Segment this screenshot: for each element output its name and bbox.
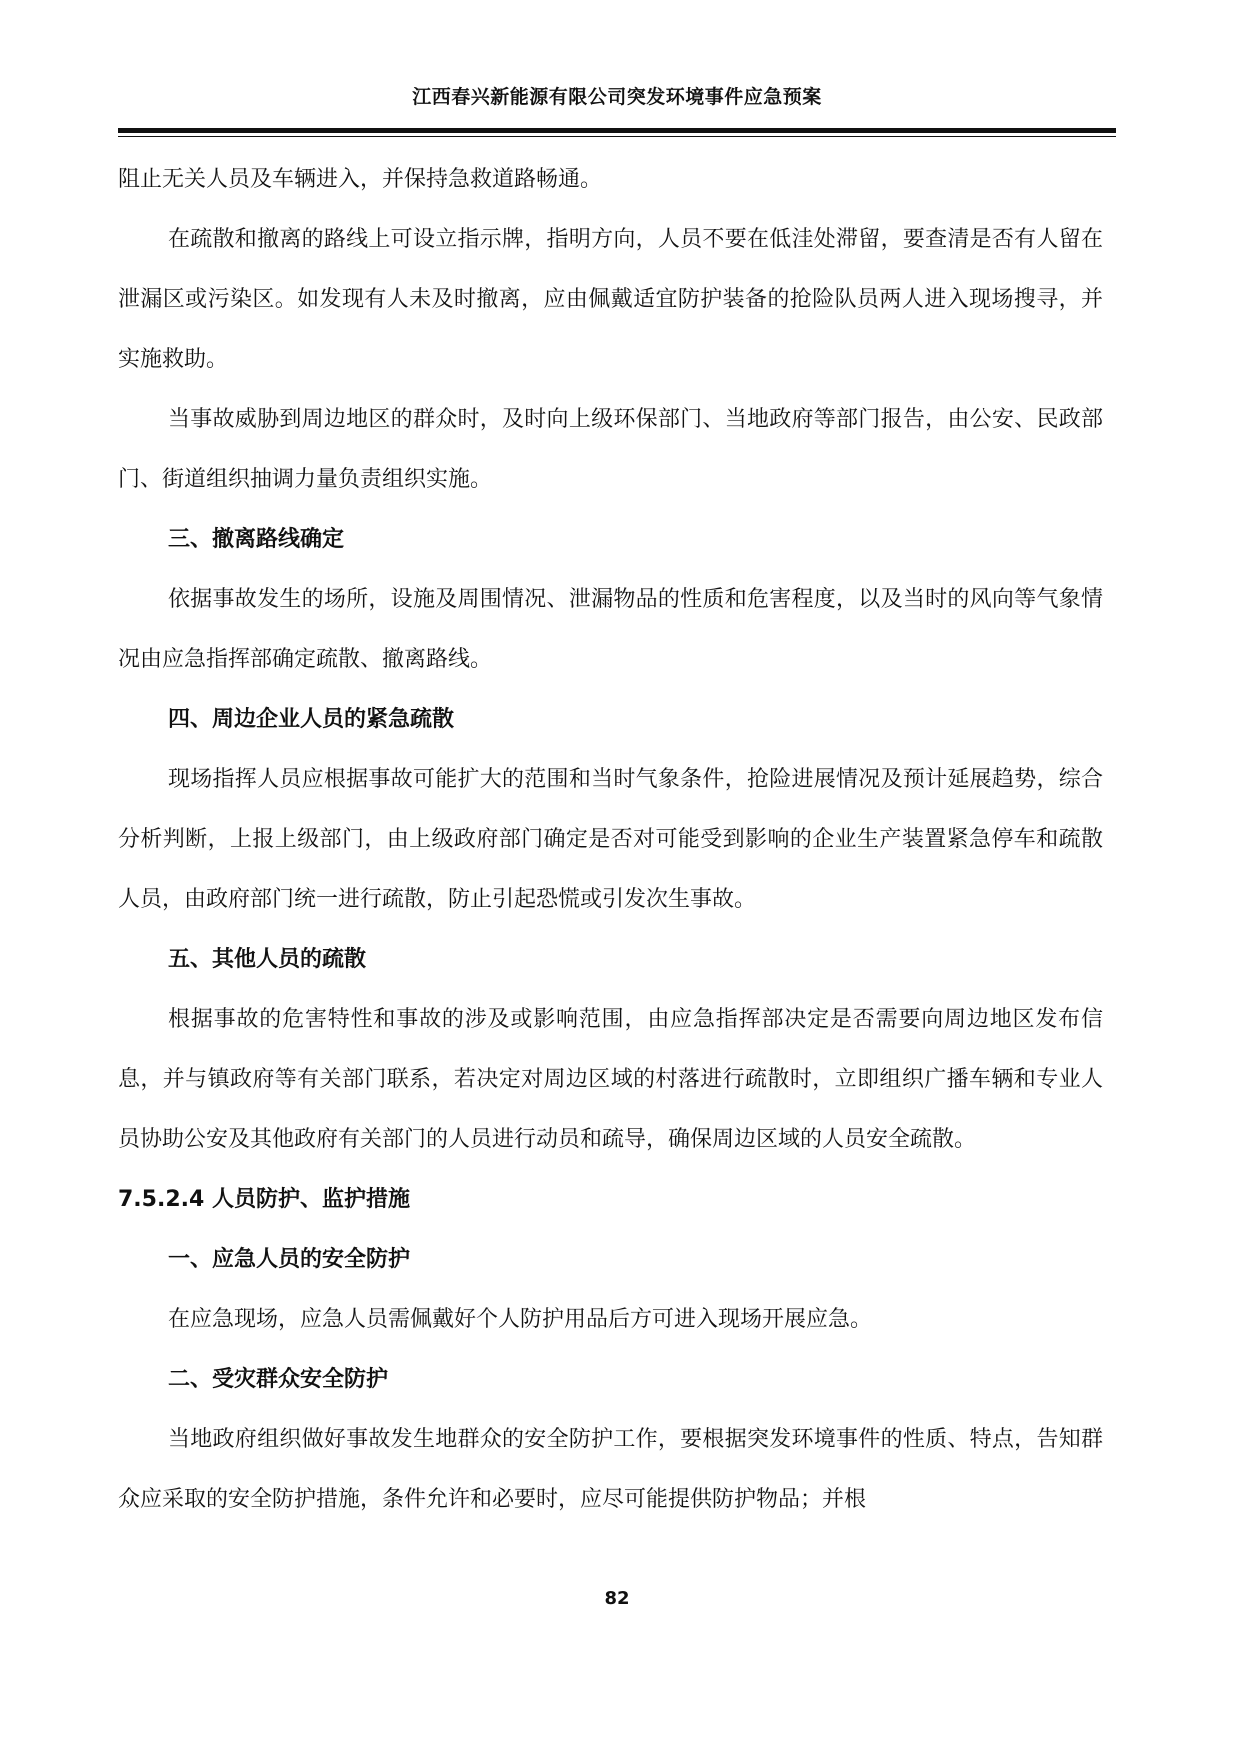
page-number: 82 (604, 1588, 630, 1609)
section-heading: 一、应急人员的安全防护 (168, 1247, 411, 1272)
section-heading: 三、撤离路线确定 (168, 527, 345, 552)
header-rule-thick (118, 128, 1116, 133)
section-heading: 五、其他人员的疏散 (168, 947, 367, 972)
section-heading: 四、周边企业人员的紧急疏散 (168, 707, 455, 732)
section-heading: 二、受灾群众安全防护 (168, 1367, 389, 1392)
paragraph: 在疏散和撤离的路线上可设立指示牌，指明方向，人员不要在低洼处滞留，要查清是否有人留在泄漏区或污染区。如发现有人未及时撤离，应由佩戴适宜防护装备的抢险队员两人进入现场搜寻，并实施救助。 (118, 227, 1103, 372)
header-rule-thin (118, 136, 1116, 137)
paragraph: 当地政府组织做好事故发生地群众的安全防护工作，要根据突发环境事件的性质、特点，告知群众应采取的安全防护措施，条件允许和必要时，应尽可能提供防护物品；并根 (118, 1427, 1103, 1512)
paragraph: 现场指挥人员应根据事故可能扩大的范围和当时气象条件，抢险进展情况及预计延展趋势，综合分析判断，上报上级部门，由上级政府部门确定是否对可能受到影响的企业生产装置紧急停车和疏散人员，由政府部门统一进行疏散，防止引起恐慌或引发次生事故。 (118, 767, 1103, 912)
paragraph: 依据事故发生的场所，设施及周围情况、泄漏物品的性质和危害程度，以及当时的风向等气象情况由应急指挥部确定疏散、撤离路线。 (118, 587, 1103, 672)
paragraph: 当事故威胁到周边地区的群众时，及时向上级环保部门、当地政府等部门报告，由公安、民政部门、街道组织抽调力量负责组织实施。 (118, 407, 1103, 492)
numbered-heading: 7.5.2.4 人员防护、监护措施 (118, 1187, 410, 1212)
paragraph: 在应急现场，应急人员需佩戴好个人防护用品后方可进入现场开展应急。 (168, 1307, 873, 1332)
paragraph: 阻止无关人员及车辆进入，并保持急救道路畅通。 (118, 167, 603, 192)
page-header-title: 江西春兴新能源有限公司突发环境事件应急预案 (412, 86, 822, 108)
paragraph: 根据事故的危害特性和事故的涉及或影响范围，由应急指挥部决定是否需要向周边地区发布信息，并与镇政府等有关部门联系，若决定对周边区域的村落进行疏散时，立即组织广播车辆和专业人员协助公安及其他政府有关部门的人员进行动员和疏导，确保周边区域的人员安全疏散。 (118, 1007, 1103, 1152)
document-body (118, 150, 1103, 1530)
